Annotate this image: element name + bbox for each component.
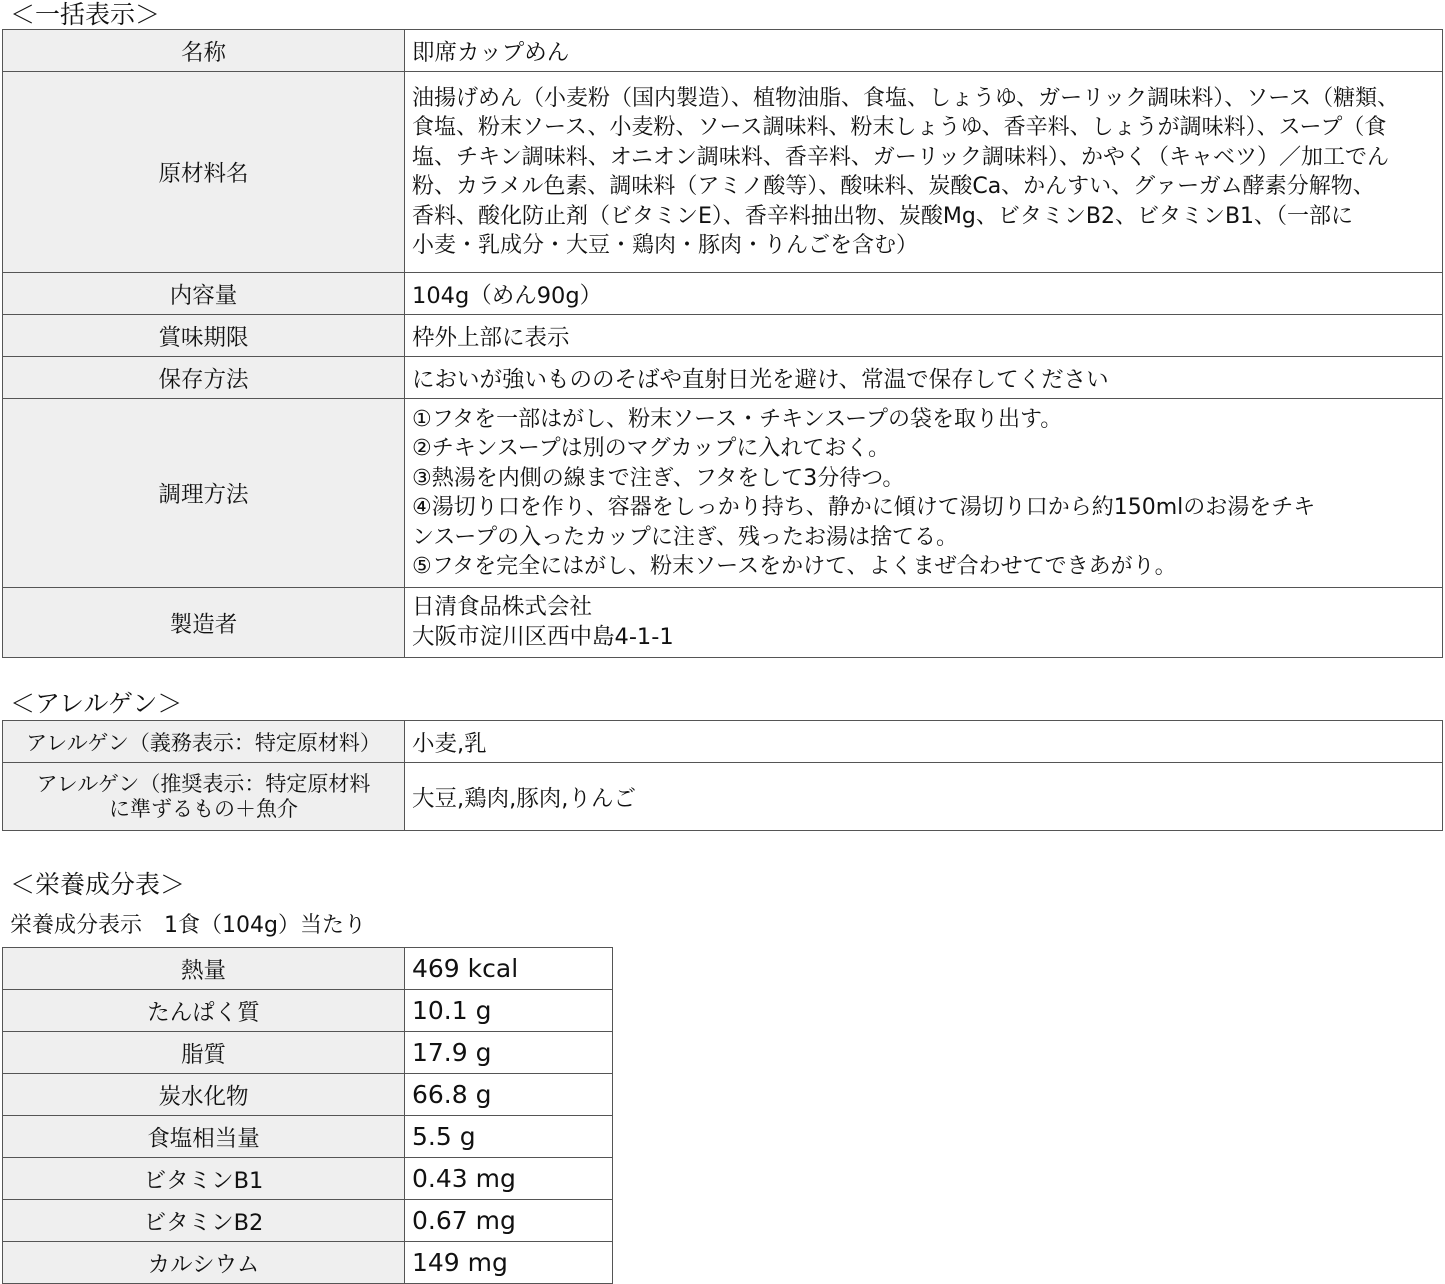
row-label-preparation: 調理方法 [3, 399, 405, 588]
nutrient-value-energy: 469 kcal [405, 948, 613, 990]
row-label-product-name: 名称 [3, 30, 405, 72]
row-value-allergen-mandatory: 小麦,乳 [405, 721, 1443, 763]
row-value-best-before: 枠外上部に表示 [405, 315, 1443, 357]
row-label-storage: 保存方法 [3, 357, 405, 399]
nutrient-value-calcium: 149 mg [405, 1242, 613, 1284]
nutrient-label-fat: 脂質 [3, 1032, 405, 1074]
nutrient-value-vitamin-b2: 0.67 mg [405, 1200, 613, 1242]
row-value-storage: においが強いもののそばや直射日光を避け、常温で保存してください [405, 357, 1443, 399]
row-value-allergen-recommended: 大豆,鶏肉,豚肉,りんご [405, 763, 1443, 831]
row-value-product-name: 即席カップめん [405, 30, 1443, 72]
nutrient-label-calcium: カルシウム [3, 1242, 405, 1284]
table-row [3, 990, 613, 1032]
bulk-label-table [2, 29, 1443, 658]
table-row [3, 948, 613, 990]
allergen-heading: ＜アレルゲン＞ [10, 689, 183, 718]
table-row [3, 357, 1443, 399]
table-row [3, 72, 1443, 273]
nutrient-label-energy: 熱量 [3, 948, 405, 990]
row-label-allergen-mandatory: アレルゲン（義務表示：特定原材料） [3, 721, 405, 763]
table-row [3, 763, 1443, 831]
bulk-label-heading: ＜一括表示＞ [10, 0, 161, 29]
table-row [3, 399, 1443, 588]
table-row [3, 1242, 613, 1284]
table-row [3, 588, 1443, 658]
nutrient-value-fat: 17.9 g [405, 1032, 613, 1074]
table-row [3, 1200, 613, 1242]
nutrition-subheading: 栄養成分表示 1食（104g）当たり [10, 913, 366, 938]
table-row [3, 721, 1443, 763]
row-label-allergen-recommended: アレルゲン（推奨表示：特定原材料 に準ずるもの＋魚介 [3, 763, 405, 831]
table-row [3, 1116, 613, 1158]
nutrient-value-vitamin-b1: 0.43 mg [405, 1158, 613, 1200]
nutrient-label-vitamin-b1: ビタミンB1 [3, 1158, 405, 1200]
nutrient-value-carbohydrate: 66.8 g [405, 1074, 613, 1116]
table-row [3, 1074, 613, 1116]
row-label-ingredients: 原材料名 [3, 72, 405, 273]
nutrient-label-vitamin-b2: ビタミンB2 [3, 1200, 405, 1242]
table-row [3, 30, 1443, 72]
allergen-table [2, 720, 1443, 831]
nutrient-label-protein: たんぱく質 [3, 990, 405, 1032]
row-value-preparation: ①フタを一部はがし、粉末ソース・チキンスープの袋を取り出す。 ②チキンスープは別のマグカップに入れておく。 ③熱湯を内側の線まで注ぎ、フタをして3分待つ。 ④湯切り口を作り、容器をしっかり持ち、静かに傾けて湯切り口から約150mlのお湯をチキ ンスープの入ったカップに注ぎ、残ったお湯は捨てる。 ⑤フタを完全にはがし、粉末ソースをかけて、よくまぜ合わせてできあがり。 [405, 399, 1443, 588]
table-row [3, 1158, 613, 1200]
nutrient-label-carbohydrate: 炭水化物 [3, 1074, 405, 1116]
row-value-manufacturer: 日清食品株式会社 大阪市淀川区西中島4-1-1 [405, 588, 1443, 658]
nutrient-value-protein: 10.1 g [405, 990, 613, 1032]
table-row [3, 315, 1443, 357]
nutrient-value-salt: 5.5 g [405, 1116, 613, 1158]
nutrition-table [2, 947, 613, 1284]
row-label-net-content: 内容量 [3, 273, 405, 315]
nutrient-label-salt: 食塩相当量 [3, 1116, 405, 1158]
nutrition-heading: ＜栄養成分表＞ [10, 870, 186, 899]
row-label-best-before: 賞味期限 [3, 315, 405, 357]
table-row [3, 273, 1443, 315]
row-label-manufacturer: 製造者 [3, 588, 405, 658]
row-value-ingredients: 油揚げめん（小麦粉（国内製造）、植物油脂、食塩、しょうゆ、ガーリック調味料）、ソース（糖類、 食塩、粉末ソース、小麦粉、ソース調味料、粉末しょうゆ、香辛料、しょうが調味料）、スープ（食 塩、チキン調味料、オニオン調味料、香辛料、ガーリック調味料）、かやく（キャベツ）／加工でん 粉、カラメル色素、調味料（アミノ酸等）、酸味料、炭酸Ca、かんすい、グァーガム酵素分解物、 香料、酸化防止剤（ビタミンE）、香辛料抽出物、炭酸Mg、ビタミンB2、ビタミンB1、（一部に 小麦・乳成分・大豆・鶏肉・豚肉・りんごを含む） [405, 72, 1443, 273]
table-row [3, 1032, 613, 1074]
row-value-net-content: 104g（めん90g） [405, 273, 1443, 315]
